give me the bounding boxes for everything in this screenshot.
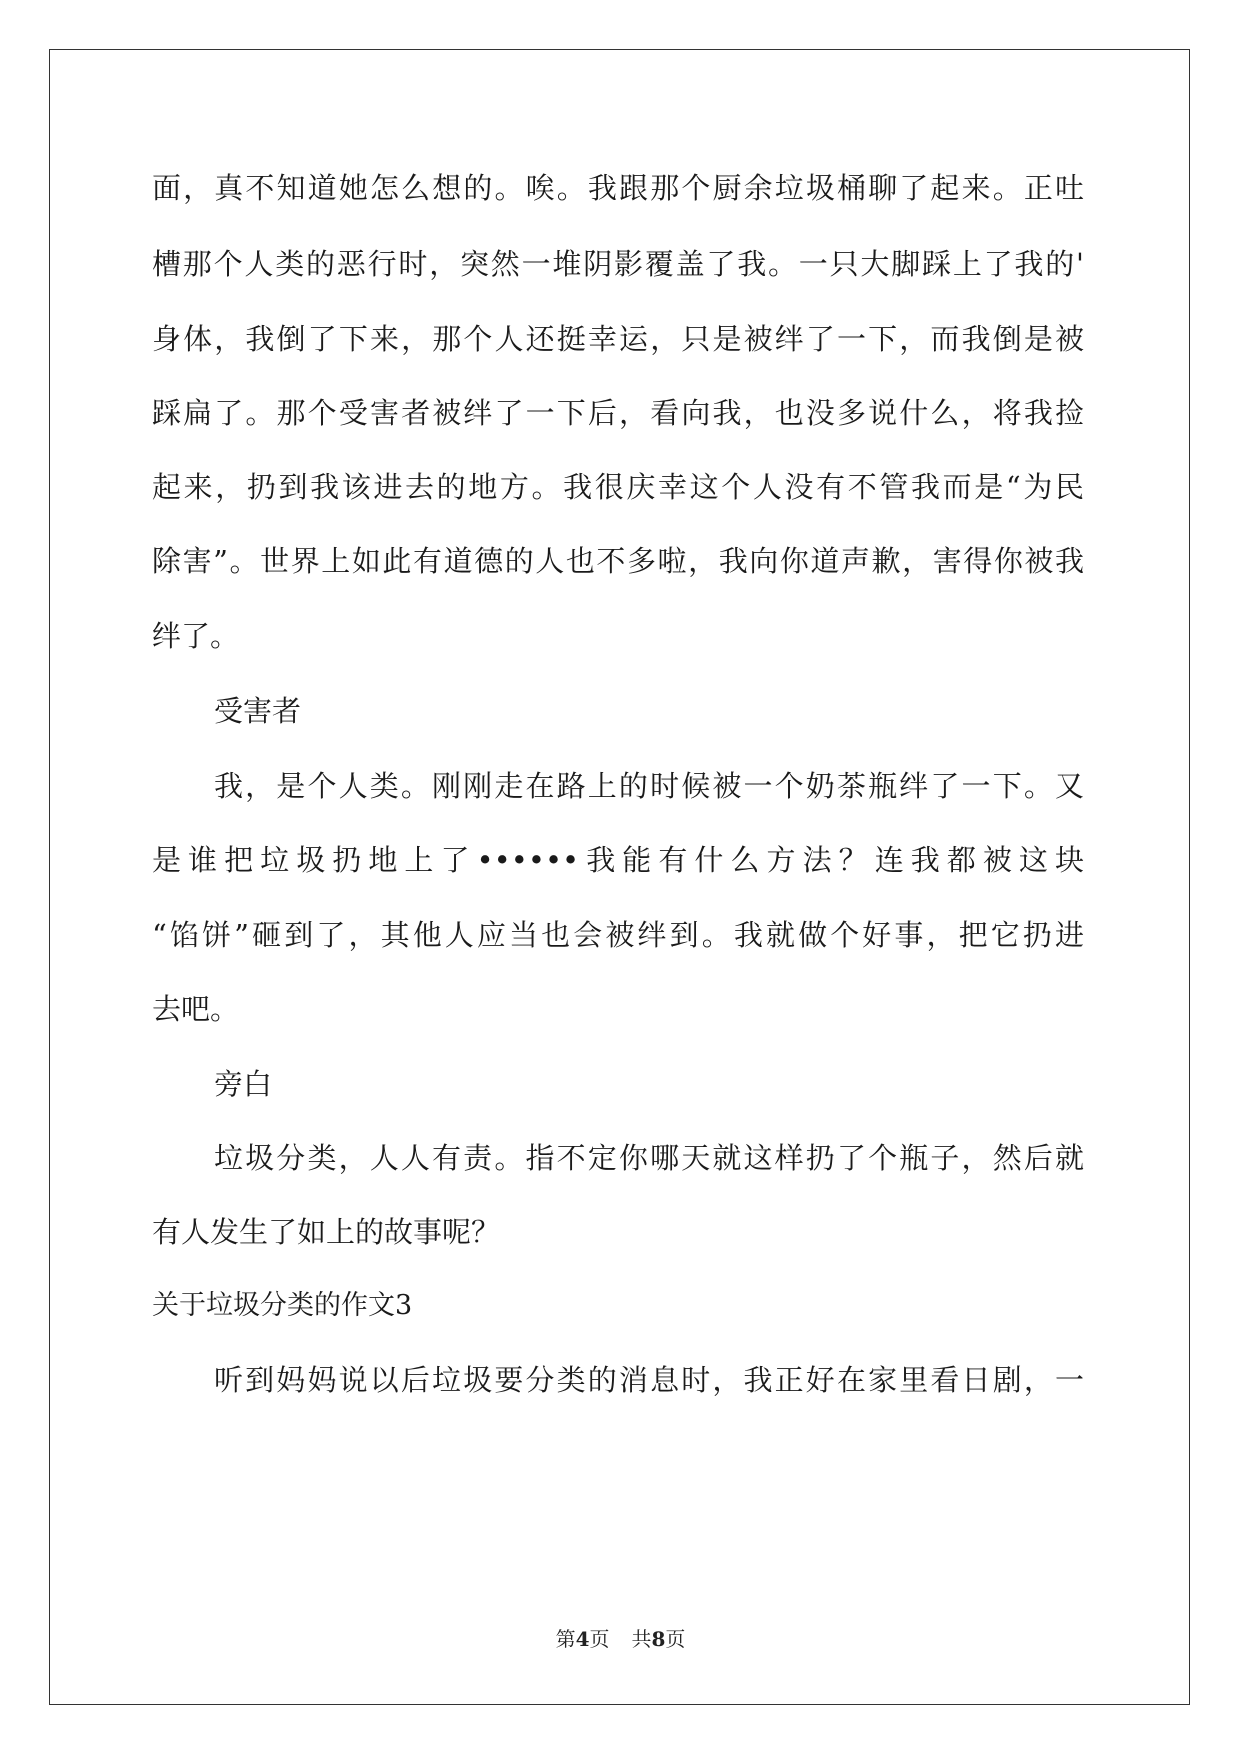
section-heading: 关于垃圾分类的作文3 (152, 1290, 413, 1321)
footer-prefix: 第 (555, 1627, 576, 1651)
body-line: 面，真不知道她怎么想的。唉。我跟那个厨余垃圾桶聊了起来。正吐 (152, 171, 1084, 205)
body-line: 垃圾分类，人人有责。指不定你哪天就这样扔了个瓶子，然后就 (214, 1141, 1084, 1175)
footer-total-unit: 页 (665, 1627, 686, 1651)
speaker-label: 旁白 (214, 1067, 273, 1101)
body-line: 踩扁了。那个受害者被绊了一下后，看向我，也没多说什么，将我捡 (152, 396, 1084, 430)
body-line: 有人发生了如上的故事呢？ (152, 1215, 501, 1249)
body-line: 去吧。 (152, 992, 240, 1026)
body-line: 槽那个人类的恶行时，突然一堆阴影覆盖了我。一只大脚踩上了我的' (152, 247, 1084, 281)
body-line: 听到妈妈说以后垃圾要分类的消息时，我正好在家里看日剧，一 (214, 1363, 1084, 1397)
footer-total-pages: 8 (651, 1627, 666, 1651)
footer-page-number: 4 (575, 1627, 590, 1651)
footer-total-prefix: 共 (631, 1627, 652, 1651)
footer-page-unit: 页 (589, 1627, 610, 1651)
body-line: 起来，扔到我该进去的地方。我很庆幸这个人没有不管我而是“为民 (152, 470, 1084, 504)
page-footer (0, 1625, 1241, 1653)
body-line: 我，是个人类。刚刚走在路上的时候被一个奶茶瓶绊了一下。又 (214, 769, 1084, 803)
body-line: 身体，我倒了下来，那个人还挺幸运，只是被绊了一下，而我倒是被 (152, 322, 1084, 356)
speaker-label: 受害者 (214, 694, 302, 728)
body-line: 除害”。世界上如此有道德的人也不多啦，我向你道声歉，害得你被我 (152, 544, 1084, 578)
body-line: 绊了。 (152, 619, 240, 653)
body-line: “馅饼”砸到了，其他人应当也会被绊到。我就做个好事，把它扔进 (152, 918, 1084, 952)
body-line: 是谁把垃圾扔地上了••••••我能有什么方法？连我都被这块 (152, 843, 1084, 877)
